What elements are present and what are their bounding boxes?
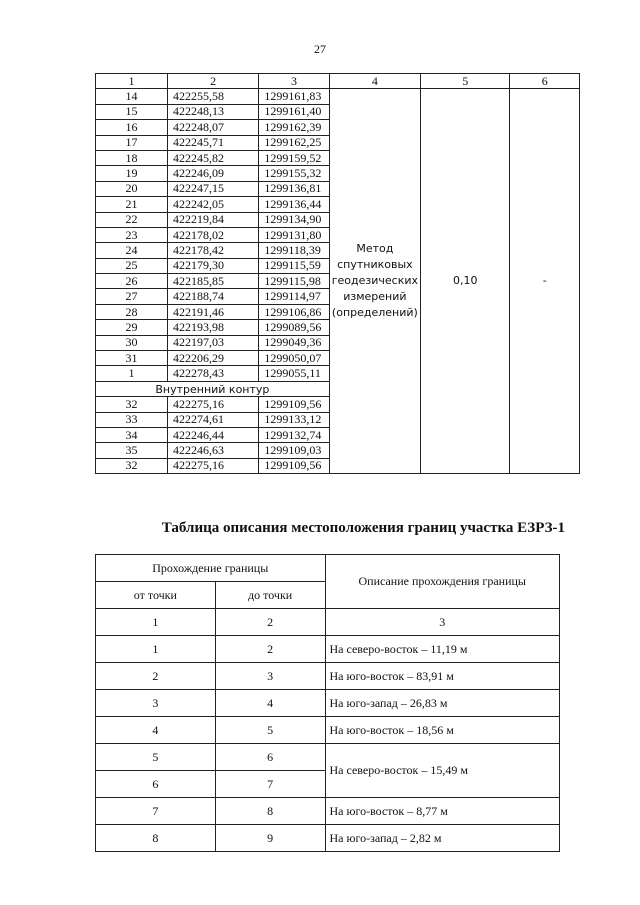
method-cell: Метод спутниковых геодезических измерений (определений) <box>329 89 420 474</box>
coord-cell: 1299133,12 <box>259 412 329 427</box>
boundary-header-row <box>96 555 560 582</box>
coord-cell: 422178,42 <box>167 243 258 258</box>
coord-cell: 422188,74 <box>167 289 258 304</box>
coord-cell: 1299161,83 <box>259 89 329 104</box>
coord-cell: 29 <box>96 320 168 335</box>
numbering-cell: 1 <box>96 609 216 636</box>
from-point-cell: 6 <box>96 771 216 798</box>
coord-cell: 1299155,32 <box>259 166 329 181</box>
coord-cell: 422275,16 <box>167 397 258 412</box>
numbering-cell: 3 <box>325 609 560 636</box>
header-passage: Прохождение границы <box>96 555 326 582</box>
coord-cell: 1299131,80 <box>259 227 329 242</box>
coord-cell: 17 <box>96 135 168 150</box>
coord-cell: 1299162,39 <box>259 120 329 135</box>
coord-cell: 22 <box>96 212 168 227</box>
coord-cell: 422248,13 <box>167 104 258 119</box>
coord-header-cell: 2 <box>167 74 258 89</box>
coord-cell: 1299055,11 <box>259 366 329 381</box>
coord-cell: 16 <box>96 120 168 135</box>
coord-header-cell: 5 <box>421 74 510 89</box>
header-from-point: от точки <box>96 582 216 609</box>
coord-cell: 1299132,74 <box>259 427 329 442</box>
coord-cell: 30 <box>96 335 168 350</box>
page-number: 27 <box>314 42 326 56</box>
coord-cell: 1 <box>96 366 168 381</box>
from-point-cell: 2 <box>96 663 216 690</box>
coord-cell: 422191,46 <box>167 304 258 319</box>
description-cell: На юго-запад – 26,83 м <box>325 690 560 717</box>
coord-cell: 33 <box>96 412 168 427</box>
coord-cell: 1299118,39 <box>259 243 329 258</box>
coord-row <box>96 89 580 104</box>
coord-cell: 1299159,52 <box>259 150 329 165</box>
coord-cell: 35 <box>96 443 168 458</box>
coord-header-cell: 1 <box>96 74 168 89</box>
coord-cell: 422219,84 <box>167 212 258 227</box>
boundary-table-title: Таблица описания местоположения границ участка ЕЗРЗ-1 <box>161 520 565 536</box>
description-cell: На юго-запад – 2,82 м <box>325 825 560 852</box>
coord-cell: 24 <box>96 243 168 258</box>
coord-cell: 1299134,90 <box>259 212 329 227</box>
header-to-point: до точки <box>215 582 325 609</box>
coord-cell: 34 <box>96 427 168 442</box>
from-point-cell: 5 <box>96 744 216 771</box>
coord-cell: 422245,82 <box>167 150 258 165</box>
numbering-cell: 2 <box>215 609 325 636</box>
coord-header-cell: 3 <box>259 74 329 89</box>
coord-cell: 1299109,56 <box>259 397 329 412</box>
to-point-cell: 2 <box>215 636 325 663</box>
coord-cell: 28 <box>96 304 168 319</box>
coord-cell: 32 <box>96 458 168 473</box>
coord-cell: 422178,02 <box>167 227 258 242</box>
coord-cell: 19 <box>96 166 168 181</box>
coord-cell: 18 <box>96 150 168 165</box>
to-point-cell: 6 <box>215 744 325 771</box>
coord-cell: 1299106,86 <box>259 304 329 319</box>
boundary-row <box>96 744 560 771</box>
boundary-row <box>96 636 560 663</box>
coord-cell: 32 <box>96 397 168 412</box>
from-point-cell: 1 <box>96 636 216 663</box>
coord-cell: 1299136,81 <box>259 181 329 196</box>
header-description: Описание прохождения границы <box>325 555 560 609</box>
coord-cell: 422246,09 <box>167 166 258 181</box>
coord-header-row <box>96 74 580 89</box>
coord-cell: 422274,61 <box>167 412 258 427</box>
coord-cell: 23 <box>96 227 168 242</box>
coord-cell: 1299136,44 <box>259 197 329 212</box>
from-point-cell: 3 <box>96 690 216 717</box>
accuracy-cell: 0,10 <box>421 89 510 474</box>
coord-cell: 20 <box>96 181 168 196</box>
to-point-cell: 3 <box>215 663 325 690</box>
boundary-description-table <box>95 554 560 852</box>
from-point-cell: 4 <box>96 717 216 744</box>
from-point-cell: 8 <box>96 825 216 852</box>
coord-cell: 422247,15 <box>167 181 258 196</box>
coord-cell: 422206,29 <box>167 351 258 366</box>
description-cell: На северо-восток – 11,19 м <box>325 636 560 663</box>
from-point-cell: 7 <box>96 798 216 825</box>
coord-cell: 422248,07 <box>167 120 258 135</box>
boundary-row <box>96 798 560 825</box>
coord-cell: 15 <box>96 104 168 119</box>
coord-cell: 25 <box>96 258 168 273</box>
coord-cell: 1299162,25 <box>259 135 329 150</box>
coord-cell: 422246,44 <box>167 427 258 442</box>
to-point-cell: 9 <box>215 825 325 852</box>
column6-cell: - <box>510 89 580 474</box>
coord-cell: 26 <box>96 274 168 289</box>
description-cell: На северо-восток – 15,49 м <box>325 744 560 798</box>
to-point-cell: 4 <box>215 690 325 717</box>
coord-cell: 1299089,56 <box>259 320 329 335</box>
coord-cell: 422275,16 <box>167 458 258 473</box>
description-cell: На юго-восток – 18,56 м <box>325 717 560 744</box>
coord-cell: 1299050,07 <box>259 351 329 366</box>
coord-cell: 422278,43 <box>167 366 258 381</box>
coord-cell: 1299115,59 <box>259 258 329 273</box>
coord-cell: 422242,05 <box>167 197 258 212</box>
coord-cell: 31 <box>96 351 168 366</box>
coord-cell: 1299109,03 <box>259 443 329 458</box>
coord-cell: 422246,63 <box>167 443 258 458</box>
coord-cell: 1299161,40 <box>259 104 329 119</box>
to-point-cell: 8 <box>215 798 325 825</box>
coord-cell: 21 <box>96 197 168 212</box>
coord-cell: 14 <box>96 89 168 104</box>
to-point-cell: 5 <box>215 717 325 744</box>
boundary-row <box>96 825 560 852</box>
coord-cell: 422179,30 <box>167 258 258 273</box>
coord-cell: 1299115,98 <box>259 274 329 289</box>
coord-cell: 422185,85 <box>167 274 258 289</box>
inner-contour-label: Внутренний контур <box>96 381 330 396</box>
boundary-row <box>96 690 560 717</box>
coord-cell: 422193,98 <box>167 320 258 335</box>
coord-cell: 27 <box>96 289 168 304</box>
coord-cell: 1299109,56 <box>259 458 329 473</box>
to-point-cell: 7 <box>215 771 325 798</box>
boundary-row <box>96 663 560 690</box>
coord-cell: 1299114,97 <box>259 289 329 304</box>
coord-header-cell: 4 <box>329 74 420 89</box>
coord-cell: 422255,58 <box>167 89 258 104</box>
boundary-row <box>96 717 560 744</box>
coord-cell: 1299049,36 <box>259 335 329 350</box>
coordinates-table <box>95 73 580 474</box>
description-cell: На юго-восток – 8,77 м <box>325 798 560 825</box>
description-cell: На юго-восток – 83,91 м <box>325 663 560 690</box>
coord-cell: 422245,71 <box>167 135 258 150</box>
coord-header-cell: 6 <box>510 74 580 89</box>
coord-cell: 422197,03 <box>167 335 258 350</box>
boundary-numbering-row <box>96 609 560 636</box>
